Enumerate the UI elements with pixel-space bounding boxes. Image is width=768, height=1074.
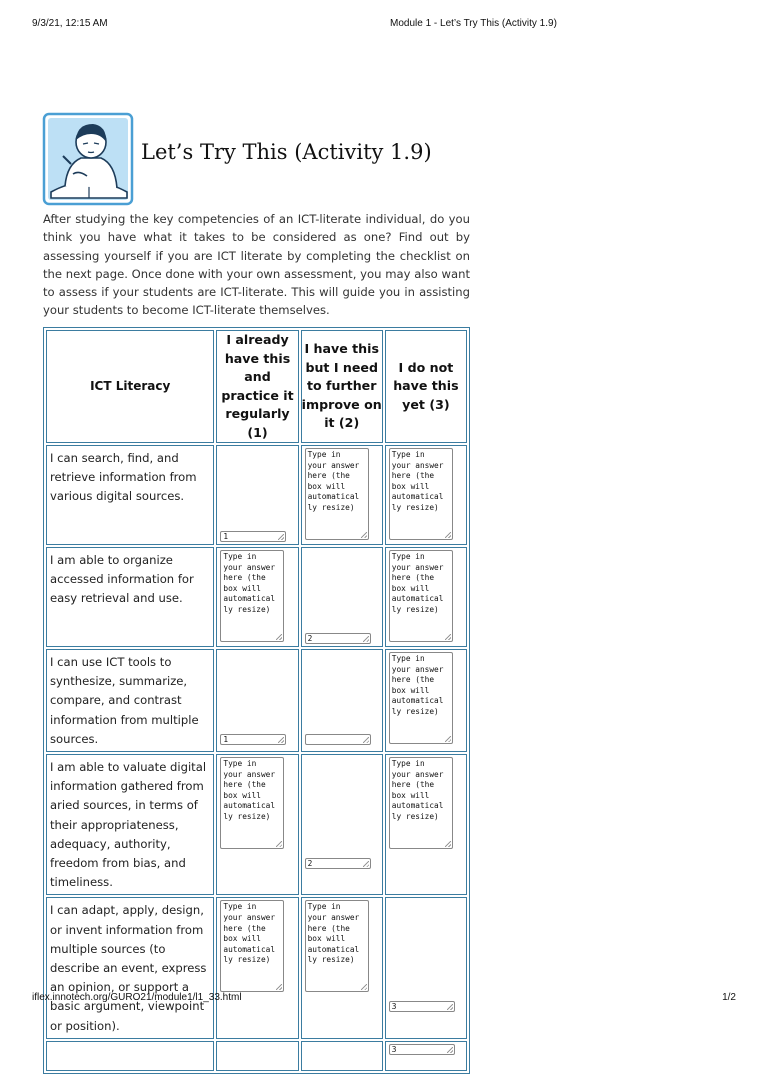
cell-content [302,548,382,646]
rating-cell [385,1041,467,1071]
answer-textarea[interactable] [220,757,284,849]
cell-content [302,446,382,544]
rating-cell [216,445,298,545]
resize-handle-icon[interactable] [361,984,367,990]
cell-content [217,1042,297,1070]
header-row [46,330,467,443]
rating-input[interactable] [305,633,371,644]
rating-input[interactable] [305,734,371,745]
rating-cell [385,445,467,545]
rating-cell [216,649,298,752]
rating-value: 1 [223,735,229,744]
print-url: iflex.innotech.org/GURO21/module1/l1_33.html [32,992,242,1003]
resize-handle-icon[interactable] [363,636,369,642]
answer-placeholder-text: Type in your answer here (the box will automatical ly resize) [223,552,276,614]
page-indicator: 1/2 [722,992,736,1003]
answer-textarea[interactable] [389,652,453,744]
answer-placeholder-text: Type in your answer here (the box will automatical ly resize) [223,759,276,821]
answer-textarea[interactable] [389,448,453,540]
answer-textarea[interactable] [305,900,369,992]
print-page-title: Module 1 - Let’s Try This (Activity 1.9) [390,18,557,29]
student-writing-icon [43,112,135,206]
ict-literacy-checklist [43,327,470,1074]
resize-handle-icon[interactable] [276,841,282,847]
rating-input[interactable] [220,734,286,745]
resize-handle-icon[interactable] [445,841,451,847]
rating-cell [301,445,383,545]
table-row [46,1041,467,1071]
table-row [46,649,467,752]
resize-handle-icon[interactable] [445,736,451,742]
cell-content [386,755,466,871]
competency-text [46,1041,214,1071]
competency-text: I can search, find, and retrieve information from various digital sources. [46,445,214,545]
rating-cell [385,897,467,1038]
cell-content [217,446,297,544]
resize-handle-icon[interactable] [445,532,451,538]
answer-placeholder-text: Type in your answer here (the box will automatical ly resize) [391,759,444,821]
header-already-have: I already have this and practice it regularly (1) [216,330,298,443]
table-row [46,547,467,647]
table-row [46,445,467,545]
rating-cell [216,754,298,895]
competency-text: I can use ICT tools to synthesize, summarize, compare, and contrast information from multiple sources. [46,649,214,752]
cell-content [386,446,466,544]
answer-placeholder-text: Type in your answer here (the box will automatical ly resize) [391,552,444,614]
rating-cell [301,1041,383,1071]
rating-value: 3 [391,1002,397,1012]
rating-value: 2 [307,859,313,869]
answer-placeholder-text: Type in your answer here (the box will automatical ly resize) [307,902,360,965]
rating-input[interactable] [389,1044,455,1055]
answer-placeholder-text: Type in your answer here (the box will automatical ly resize) [307,450,360,512]
resize-handle-icon[interactable] [363,861,369,867]
answer-placeholder-text: Type in your answer here (the box will automatical ly resize) [391,450,444,512]
answer-placeholder-text: Type in your answer here (the box will automatical ly resize) [223,902,276,965]
print-footer [32,992,736,1006]
cell-content [386,548,466,646]
cell-content [302,650,382,747]
answer-textarea[interactable] [389,757,453,849]
cell-content [302,1042,382,1070]
table-row [46,897,467,1038]
competency-text: I am able to organize accessed information for easy retrieval and use. [46,547,214,647]
competency-text: I am able to valuate digital information gathered from aried sources, in terms of their appropriateness, adequacy, authority, freedom from bias, and timeliness. [46,754,214,895]
resize-handle-icon[interactable] [447,1047,453,1053]
print-header [32,18,736,32]
rating-cell [301,649,383,752]
rating-value: 3 [391,1044,397,1054]
rating-cell [385,649,467,752]
cell-content [217,548,297,646]
resize-handle-icon[interactable] [276,634,282,640]
rating-cell [385,754,467,895]
header-ict-literacy: ICT Literacy [46,330,214,443]
answer-textarea[interactable] [220,900,284,992]
checklist-body [46,445,467,1071]
page-title: Let’s Try This (Activity 1.9) [141,140,432,164]
table-row [46,754,467,895]
header-need-improve: I have this but I need to further improve on it (2) [301,330,383,443]
rating-value: 1 [223,532,229,541]
resize-handle-icon[interactable] [363,737,369,743]
rating-input[interactable] [305,858,371,869]
resize-handle-icon[interactable] [276,984,282,990]
rating-cell [216,547,298,647]
intro-paragraph: After studying the key competencies of an ICT-literate individual, do you think you have what it takes to be considered as one? Find out by assessing yourself if you are ICT literate by completing the checklist on the next page. Once done with your own assessment, you may also want to assess if your students are ICT-literate. This will guide you in assisting your students to become ICT-literate themselves. [43,212,470,318]
print-datetime: 9/3/21, 12:15 AM [32,18,108,29]
resize-handle-icon[interactable] [278,534,284,540]
rating-cell [301,897,383,1038]
cell-content [217,755,297,871]
cell-content [386,650,466,747]
answer-textarea[interactable] [220,550,284,642]
rating-cell [385,547,467,647]
header-do-not-have: I do not have this yet (3) [385,330,467,443]
answer-textarea[interactable] [305,448,369,540]
cell-content [386,1042,466,1070]
rating-cell [216,897,298,1038]
rating-cell [301,547,383,647]
resize-handle-icon[interactable] [361,532,367,538]
rating-cell [216,1041,298,1071]
rating-input[interactable] [220,531,286,542]
cell-content [217,650,297,747]
resize-handle-icon[interactable] [278,737,284,743]
rating-cell [301,754,383,895]
competency-text: I can adapt, apply, design, or invent information from multiple sources (to describe an event, express an opinion, or support a basic argument, viewpoint or position). [46,897,214,1038]
rating-value: 2 [307,634,313,643]
answer-placeholder-text: Type in your answer here (the box will automatical ly resize) [391,654,444,716]
resize-handle-icon[interactable] [445,634,451,640]
answer-textarea[interactable] [389,550,453,642]
cell-content [302,755,382,871]
